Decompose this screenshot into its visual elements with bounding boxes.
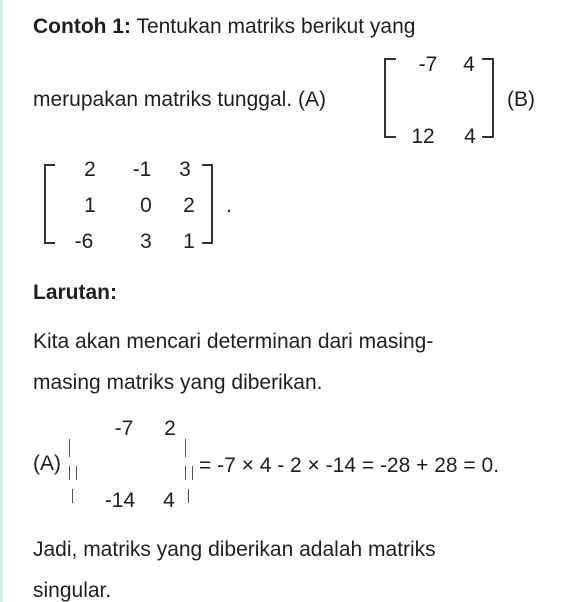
matrix-b-cell: 2 — [183, 194, 195, 217]
matrix-b-cell: 0 — [140, 194, 152, 217]
determinant-bar-mark — [69, 439, 70, 457]
matrix-a-cell: 4 — [464, 125, 476, 148]
determinant-bar-mark — [72, 489, 73, 503]
matrix-a-cell: -7 — [418, 53, 438, 76]
matrix-b-cell: 3 — [179, 158, 191, 181]
determinant-bar-mark — [185, 439, 186, 457]
matrix-b-label: (B) — [507, 88, 535, 111]
determinant-label: (A) — [33, 452, 61, 475]
determinant-bar-mark — [188, 489, 189, 503]
determinant-bar-mark — [185, 466, 186, 480]
example-question-text: Tentukan matriks berikut yang — [136, 15, 416, 38]
matrix-b-cell: -1 — [132, 158, 152, 181]
conclusion-line-2: singular. — [33, 579, 112, 602]
determinant-cell: -7 — [114, 417, 134, 440]
matrix-b-cell: 3 — [140, 230, 152, 253]
matrix-b-left-bracket — [44, 164, 55, 244]
solution-line-2: masing matriks yang diberikan. — [33, 371, 323, 394]
matrix-b-cell: 1 — [183, 230, 195, 253]
matrix-b-cell: -6 — [74, 230, 94, 253]
matrix-b-period: . — [226, 194, 232, 217]
determinant-bar-mark — [69, 466, 70, 480]
matrix-b-cell: 2 — [84, 158, 96, 181]
example-line-1 — [33, 16, 415, 37]
solution-heading: Larutan: — [33, 281, 117, 304]
solution-line-1: Kita akan mencari determinan dari masing- — [33, 330, 434, 353]
determinant-expression: = -7 × 4 - 2 × -14 = -28 + 28 = 0. — [199, 454, 500, 477]
matrix-a-cell: 12 — [411, 125, 435, 148]
matrix-a-left-bracket — [384, 58, 396, 138]
determinant-bar-mark — [76, 466, 77, 480]
determinant-cell: -14 — [104, 489, 136, 512]
determinant-cell: 2 — [164, 417, 176, 440]
example-label: Contoh 1: — [33, 15, 131, 38]
matrix-b-cell: 1 — [84, 194, 96, 217]
determinant-cell: 4 — [163, 489, 175, 512]
determinant-bar-mark — [192, 466, 193, 480]
matrix-a-cell: 4 — [463, 53, 475, 76]
example-line-2: merupakan matriks tunggal. (A) — [33, 88, 326, 111]
left-accent-bar — [0, 0, 3, 602]
conclusion-line-1: Jadi, matriks yang diberikan adalah matriks — [33, 538, 436, 561]
